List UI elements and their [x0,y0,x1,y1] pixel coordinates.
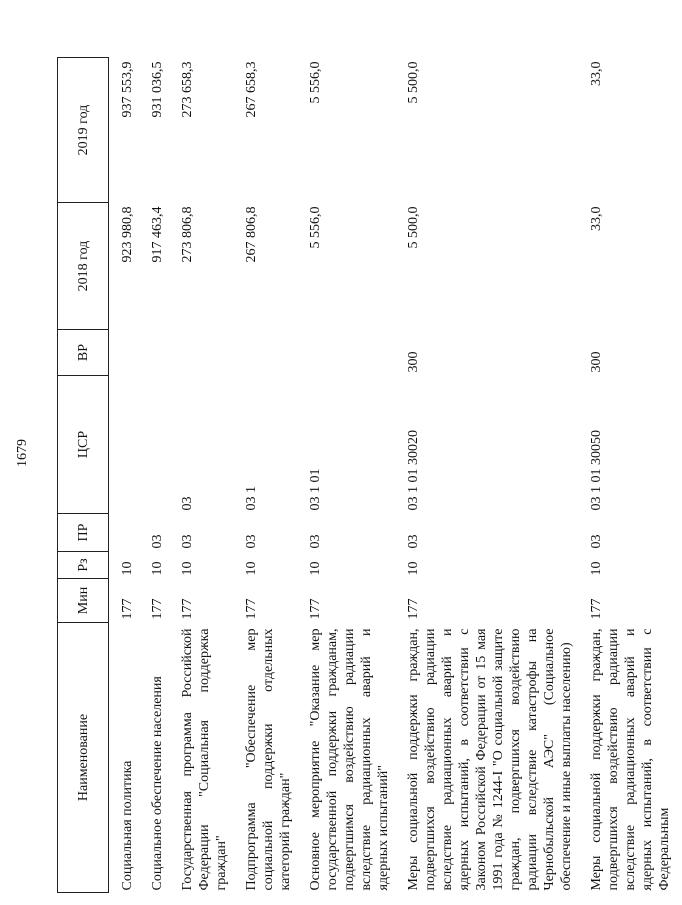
table-row [239,58,303,893]
rotated-table-container [57,58,672,893]
row-2019: 267 658,3 [244,61,259,118]
row-csr: 03 1 01 30020 [406,430,421,511]
row-pr [109,514,146,552]
row-2018: 917 463,4 [150,206,165,263]
table-body [109,58,682,893]
page-number [8,428,38,478]
header-csr: ЦСР [58,376,109,514]
row-2018: 5 556,0 [308,206,323,249]
header-row [58,58,109,893]
row-name: Меры социальной поддержки граждан, подвергшихся воздействию радиации вследствие радиационных аварий и ядерных испытаний, в соответствии с Законом Российской Федерации от 15 мая 1991 года № 1244-I "О социальной защите граждан, подвергшихся воздействию радиации вследствие катастрофы на Чернобыльской АЭС" (Социальное обеспечение и иные выплаты населению) [406,628,574,891]
row-name: Основное мероприятие "Оказание мер государственной поддержки гражданам, подвергшимся воздействию радиации вследствие радиационных аварий и ядерных испытаний" [308,628,391,891]
row-min: 177 [589,598,604,620]
row-name: Социальная политика [120,760,135,891]
row-rz: 10 [308,561,323,576]
row-min: 177 [180,598,195,620]
budget-table [57,57,682,893]
row-min: 177 [120,598,135,620]
row-vr: 300 [589,351,604,373]
header-pr: ПР [58,514,109,552]
row-csr: 03 1 [244,486,259,511]
row-2019: 931 036,5 [150,61,165,118]
row-rz: 10 [180,561,195,576]
row-pr: 03 [150,534,165,549]
row-vr [145,330,175,376]
row-min: 177 [406,598,421,620]
row-2019: 33,0 [589,61,604,86]
row-csr [109,376,146,514]
row-2018: 267 806,8 [244,206,259,263]
row-name: Социальное обеспечение населения [150,676,165,891]
row-2019: 273 658,3 [180,61,195,118]
row-2018: 923 980,8 [120,206,135,263]
table-row [109,58,146,893]
row-rz: 10 [406,561,421,576]
row-vr [303,330,401,376]
row-min: 177 [308,598,323,620]
row-pr: 03 [589,534,604,549]
row-pr: 03 [406,534,421,549]
page-number-text: 1679 [15,439,30,467]
table-header [58,58,109,893]
row-rz: 10 [150,561,165,576]
row-vr [109,330,146,376]
row-min: 177 [244,598,259,620]
row-2018: 273 806,8 [180,206,195,263]
row-pr: 03 [244,534,259,549]
row-csr: 03 1 01 30050 [589,430,604,511]
row-2019: 5 500,0 [406,61,421,104]
row-name: Меры социальной поддержки граждан, подвергшихся воздействию радиации вследствие радиационных аварий и ядерных испытаний, в соответствии с Федеральным [589,628,672,891]
row-name: Государственная программа Российской Федерации "Социальная поддержка граждан" [180,628,229,891]
header-min: Мин [58,579,109,623]
header-vr: ВР [58,330,109,376]
header-name: Наименование [58,623,109,893]
row-rz: 10 [244,561,259,576]
row-2018: 5 500,0 [406,206,421,249]
row-2019: 937 553,9 [120,61,135,118]
row-min: 177 [150,598,165,620]
row-2019: 5 556,0 [308,61,323,104]
row-pr: 03 [180,534,195,549]
row-pr: 03 [308,534,323,549]
table-row [303,58,401,893]
table-row [584,58,682,893]
row-rz: 10 [120,561,135,576]
row-vr [175,330,239,376]
table-row [401,58,584,893]
row-2018: 33,0 [589,206,604,231]
row-csr [145,376,175,514]
row-rz: 10 [589,561,604,576]
header-2019: 2019 год [58,58,109,203]
header-rz: Рз [58,552,109,579]
row-name: Подпрограмма "Обеспечение мер социальной поддержки отдельных категорий граждан" [244,628,293,891]
header-2018: 2018 год [58,203,109,330]
row-csr: 03 [180,496,195,511]
table-row [175,58,239,893]
row-csr: 03 1 01 [308,468,323,511]
row-vr: 300 [406,351,421,373]
table-row [145,58,175,893]
row-vr [239,330,303,376]
